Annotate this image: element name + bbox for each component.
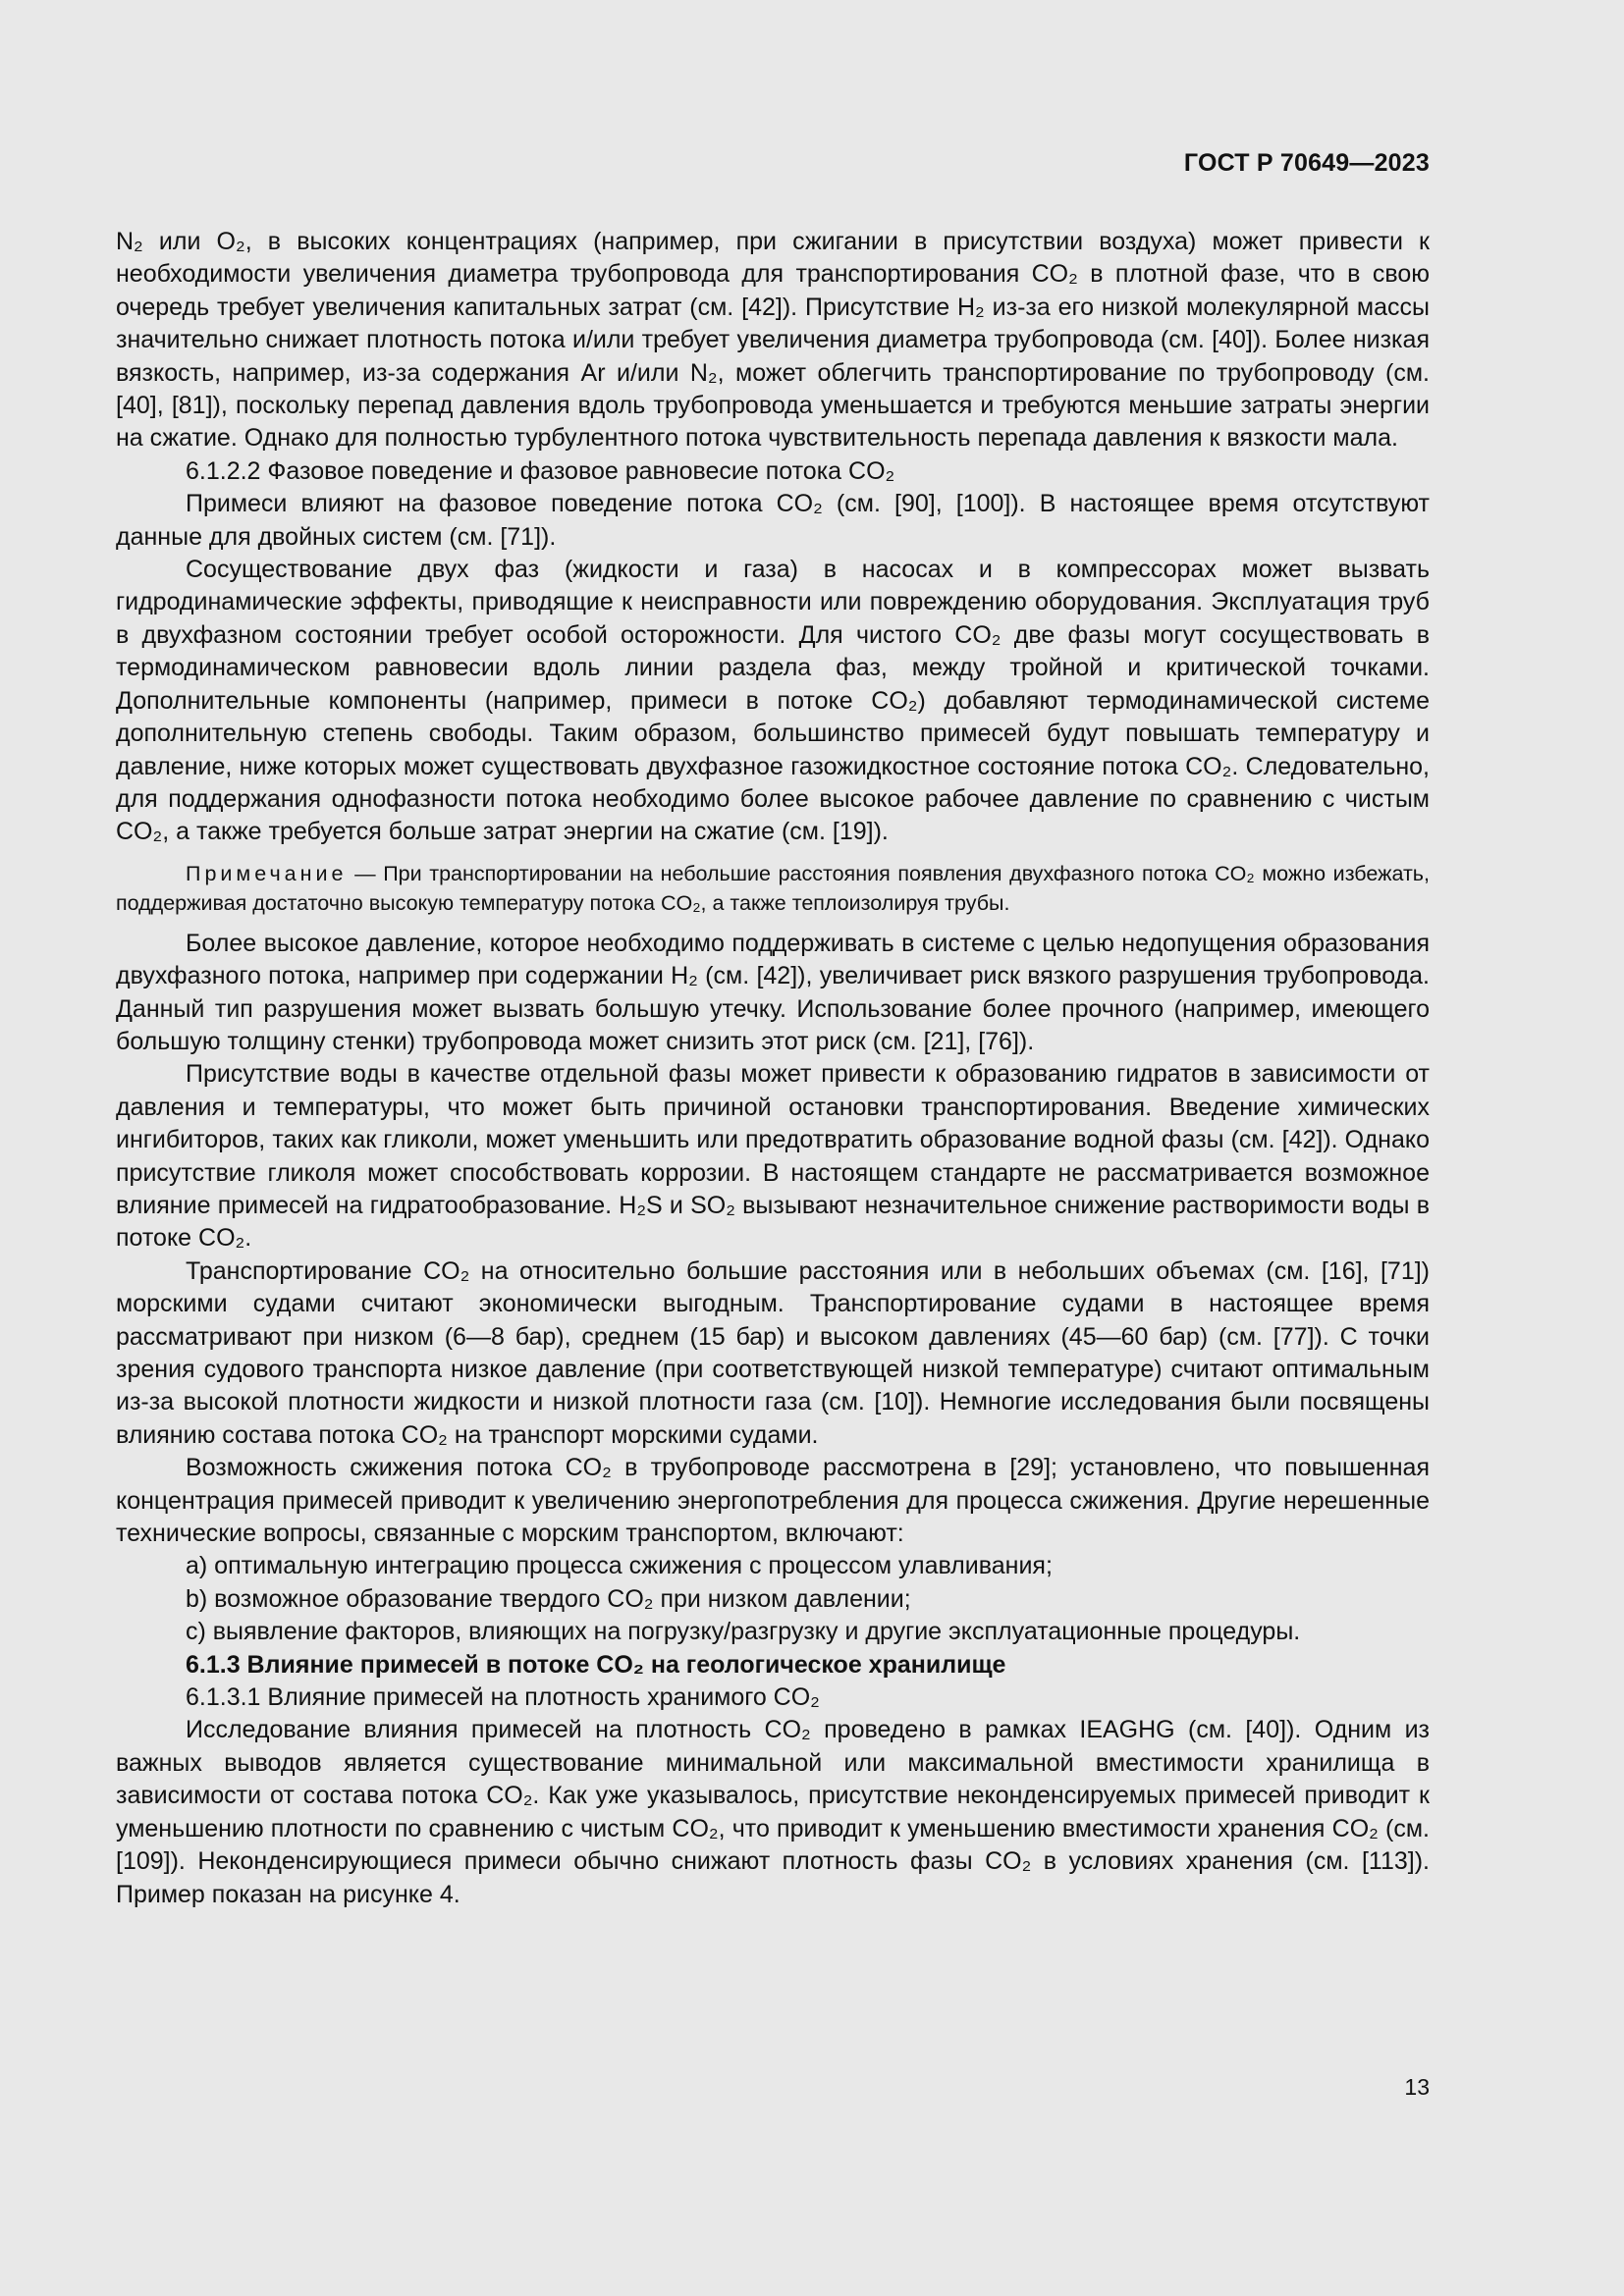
list-item-a: a) оптимальную интеграцию процесса сжижения с процессом улавливания;	[186, 1552, 1053, 1580]
list-item-b: b) возможное образование твердого CO₂ при низком давлении;	[186, 1584, 911, 1613]
note-label: Примечание	[186, 861, 348, 885]
paragraph-storage-density: Исследование влияния примесей на плотность CO₂ проведено в рамках IEAGHG (см. [40]). Одним из важных выводов является существование минимальной или максимальной вместимости хранилища в зависимости от состава потока CO₂. Как уже указывалось, присутствие неконденсируемых примесей приводит к уменьшению плотности по сравнению с чистым CO₂, что приводит к уменьшению вместимости хранения CO₂ (см. [109]). Неконденсирующиеся примеси обычно снижают плотность фазы CO₂ в условиях хранения (см. [113]). Пример показан на рисунке 4.	[116, 1716, 1430, 1908]
paragraph-impurities-density: N₂ или O₂, в высоких концентрациях (например, при сжигании в присутствии воздуха) может привести к необходимости увеличения диаметра трубопровода для транспортирования CO₂ в плотной фазе, что в свою очередь требует увеличения капитальных затрат (см. [42]). Присутствие H₂ из-за его низкой молекулярной массы значительно снижает плотность потока и/или требует увеличения диаметра трубопровода (см. [40]). Более низкая вязкость, например, из-за содержания Ar и/или N₂, может облегчить транспортирование по трубопроводу (см. [40], [81]), поскольку перепад давления вдоль трубопровода уменьшается и требуются меньшие затраты энергии на сжатие. Однако для полностью турбулентного потока чувствительность перепада давления к вязкости мала.	[116, 228, 1430, 453]
heading-6-1-3: 6.1.3 Влияние примесей в потоке CO₂ на геологическое хранилище	[186, 1650, 1006, 1679]
heading-6-1-3-1: 6.1.3.1 Влияние примесей на плотность хранимого CO₂	[186, 1683, 820, 1712]
document-body	[116, 226, 1430, 1911]
paragraph-two-phase-coexistence: Сосуществование двух фаз (жидкости и газа) в насосах и в компрессорах может вызвать гидродинамические эффекты, приводящие к неисправности или повреждению оборудования. Эксплуатация труб в двухфазном состоянии требует особой осторожности. Для чистого CO₂ две фазы могут сосуществовать в термодинамическом равновесии вдоль линии раздела фаз, между тройной и критической точками. Дополнительные компоненты (например, примеси в потоке CO₂) добавляют термодинамической системе дополнительную степень свободы. Таким образом, большинство примесей будут повышать температуру и давление, ниже которых может существовать двухфазное газожидкостное состояние потока CO₂. Следовательно, для поддержания однофазности потока необходимо более высокое рабочее давление по сравнению с чистым CO₂, а также требуется больше затрат энергии на сжатие (см. [19]).	[116, 556, 1430, 846]
paragraph-higher-pressure: Более высокое давление, которое необходимо поддерживать в системе с целью недопущения образования двухфазного потока, например при содержании H₂ (см. [42]), увеличивает риск вязкого разрушения трубопровода. Данный тип разрушения может вызвать большую утечку. Использование более прочного (например, имеющего большую толщину стенки) трубопровода может снизить этот риск (см. [21], [76]).	[116, 929, 1430, 1055]
paragraph-liquefaction: Возможность сжижения потока CO₂ в трубопроводе рассмотрена в [29]; установлено, что повышенная концентрация примесей приводит к увеличению энергопотребления для процесса сжижения. Другие нерешенные технические вопросы, связанные с морским транспортом, включают:	[116, 1454, 1430, 1548]
document-header: ГОСТ Р 70649—2023	[1183, 149, 1430, 177]
list-item-c: c) выявление факторов, влияющих на погрузку/разгрузку и другие эксплуатационные процедуры.	[186, 1618, 1301, 1646]
paragraph-phase-behavior: Примеси влияют на фазовое поведение потока CO₂ (см. [90], [100]). В настоящее время отсутствуют данные для двойных систем (см. [71]).	[116, 490, 1430, 551]
note-text: — При транспортировании на небольшие расстояния появления двухфазного потока CO₂ можно избежать, поддерживая достаточно высокую температуру потока CO₂, а также теплоизолируя трубы.	[116, 861, 1430, 915]
heading-6-1-2-2: 6.1.2.2 Фазовое поведение и фазовое равновесие потока CO₂	[186, 456, 895, 485]
paragraph-ship-transport: Транспортирование CO₂ на относительно большие расстояния или в небольших объемах (см. [16], [71]) морскими судами считают экономически выгодным. Транспортирование судами в настоящее время рассматривают при низком (6—8 бар), среднем (15 бар) и высоком давлениях (45—60 бар) (см. [77]). С точки зрения судового транспорта низкое давление (при соответствующей низкой температуре) считают оптимальным из-за высокой плотности жидкости и низкой плотности газа (см. [10]). Немногие исследования были посвящены влиянию состава потока CO₂ на транспорт морскими судами.	[116, 1256, 1430, 1449]
note-block	[116, 859, 1430, 918]
paragraph-water-hydrates: Присутствие воды в качестве отдельной фазы может привести к образованию гидратов в зависимости от давления и температуры, что может быть причиной остановки транспортирования. Введение химических ингибиторов, таких как гликоли, может уменьшить или предотвратить образование водной фазы (см. [42]). Однако присутствие гликоля может способствовать коррозии. В настоящем стандарте не рассматривается возможное влияние примесей на гидратообразование. H₂S и SO₂ вызывают незначительное снижение растворимости воды в потоке CO₂.	[116, 1060, 1430, 1253]
page-number: 13	[1404, 2074, 1430, 2100]
